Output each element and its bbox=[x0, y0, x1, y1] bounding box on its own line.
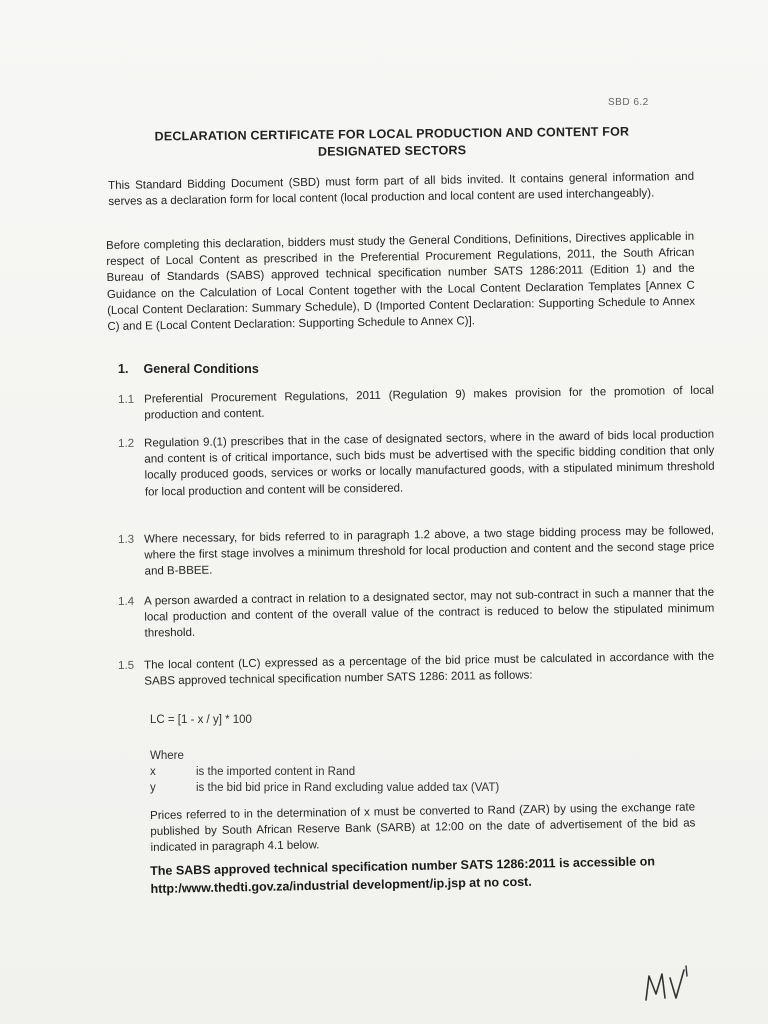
item-text: A person awarded a contract in relation to a designated sector, may not sub-contract in such a manner that the local production and content of the overall value of the contract is reduced to below the stipulated minimum threshold. bbox=[144, 586, 715, 640]
item-number: 1.5 bbox=[118, 659, 135, 672]
legend-row bbox=[150, 780, 499, 796]
handwritten-initials bbox=[640, 962, 700, 1012]
list-item-1-2 bbox=[118, 427, 715, 501]
document-title: DECLARATION CERTIFICATE FOR LOCAL PRODUCTION AND CONTENT FOR DESIGNATED SECTORS bbox=[154, 124, 630, 159]
item-number: 1.4 bbox=[118, 595, 135, 608]
formula-legend bbox=[150, 748, 499, 796]
item-text: Regulation 9.(1) prescribes that in the case of designated sectors, where in the award of bids local production and content is of critical importance, such bids must be advertised with the specific bidding condition that only locally produced goods, services or works or locally manufactured goods, with a stipulated minimum threshold for local production and content will be considered. bbox=[144, 428, 715, 499]
item-text: The local content (LC) expressed as a percentage of the bid price must be calculated in accordance with the SABS approved technical specification number SATS 1286: 2011 as follows: bbox=[144, 650, 715, 688]
where-label: Where bbox=[150, 750, 184, 762]
list-item-1-3 bbox=[118, 523, 715, 581]
list-item-1-4 bbox=[118, 585, 715, 643]
legend-variable: y bbox=[150, 782, 156, 794]
legend-row bbox=[150, 764, 499, 780]
item-number: 1.2 bbox=[118, 437, 135, 450]
list-item-1-5 bbox=[118, 649, 714, 691]
legend-description: is the imported content in Rand bbox=[196, 766, 356, 778]
section-label: General Conditions bbox=[143, 362, 259, 376]
item-text: Preferential Procurement Regulations, 2011 (Regulation 9) makes provision for the promotion of local production and content. bbox=[144, 384, 715, 422]
intro-paragraph: This Standard Bidding Document (SBD) must form part of all bids invited. It contains general information and serves as a declaration form for local content (local production and local content are used interchangeably). bbox=[108, 170, 695, 209]
section-number: 1. bbox=[118, 362, 129, 376]
legend-variable: x bbox=[150, 766, 156, 778]
section-heading bbox=[118, 362, 259, 376]
item-number: 1.1 bbox=[118, 393, 135, 406]
item-text: Where necessary, for bids referred to in paragraph 1.2 above, a two stage bidding process may be followed, where the first stage involves a minimum threshold for local production and content and the second stage price and B-BBEE. bbox=[144, 524, 715, 578]
before-paragraph: Before completing this declaration, bidders must study the General Conditions, Definitions, Directives applicable in respect of Local Content as prescribed in the Preferential Procurement Regulations, 2011, the South African Bureau of Standards (SABS) approved technical specification number SATS 1286:2011 (Edition 1) and the Guidance on the Calculation of Local Content together with the Local Content Declaration Templates [Annex C (Local Content Declaration: Summary Schedule), D (Imported Content Declaration: Supporting Schedule to Annex C) and E (Local Content Declaration: Supporting Schedule to Annex C)]. bbox=[106, 230, 696, 334]
prices-paragraph: Prices referred to in the determination of x must be converted to Rand (ZAR) by using the exchange rate published by South African Reserve Bank (SARB) at 12:00 on the date of advertisement of the bid as indicated in paragraph 4.1 below. bbox=[150, 801, 696, 855]
list-item-1-1 bbox=[118, 383, 714, 425]
accessibility-notice: The SABS approved technical specification number SATS 1286:2011 is accessible on http:/www.thedti.gov.za/industrial development/ip.jsp at no cost. bbox=[150, 854, 656, 896]
local-content-formula: LC = [1 - x / y] * 100 bbox=[150, 714, 252, 726]
legend-description: is the bid bid price in Rand excluding value added tax (VAT) bbox=[196, 782, 500, 794]
document-code: SBD 6.2 bbox=[608, 97, 649, 108]
item-number: 1.3 bbox=[118, 533, 135, 546]
